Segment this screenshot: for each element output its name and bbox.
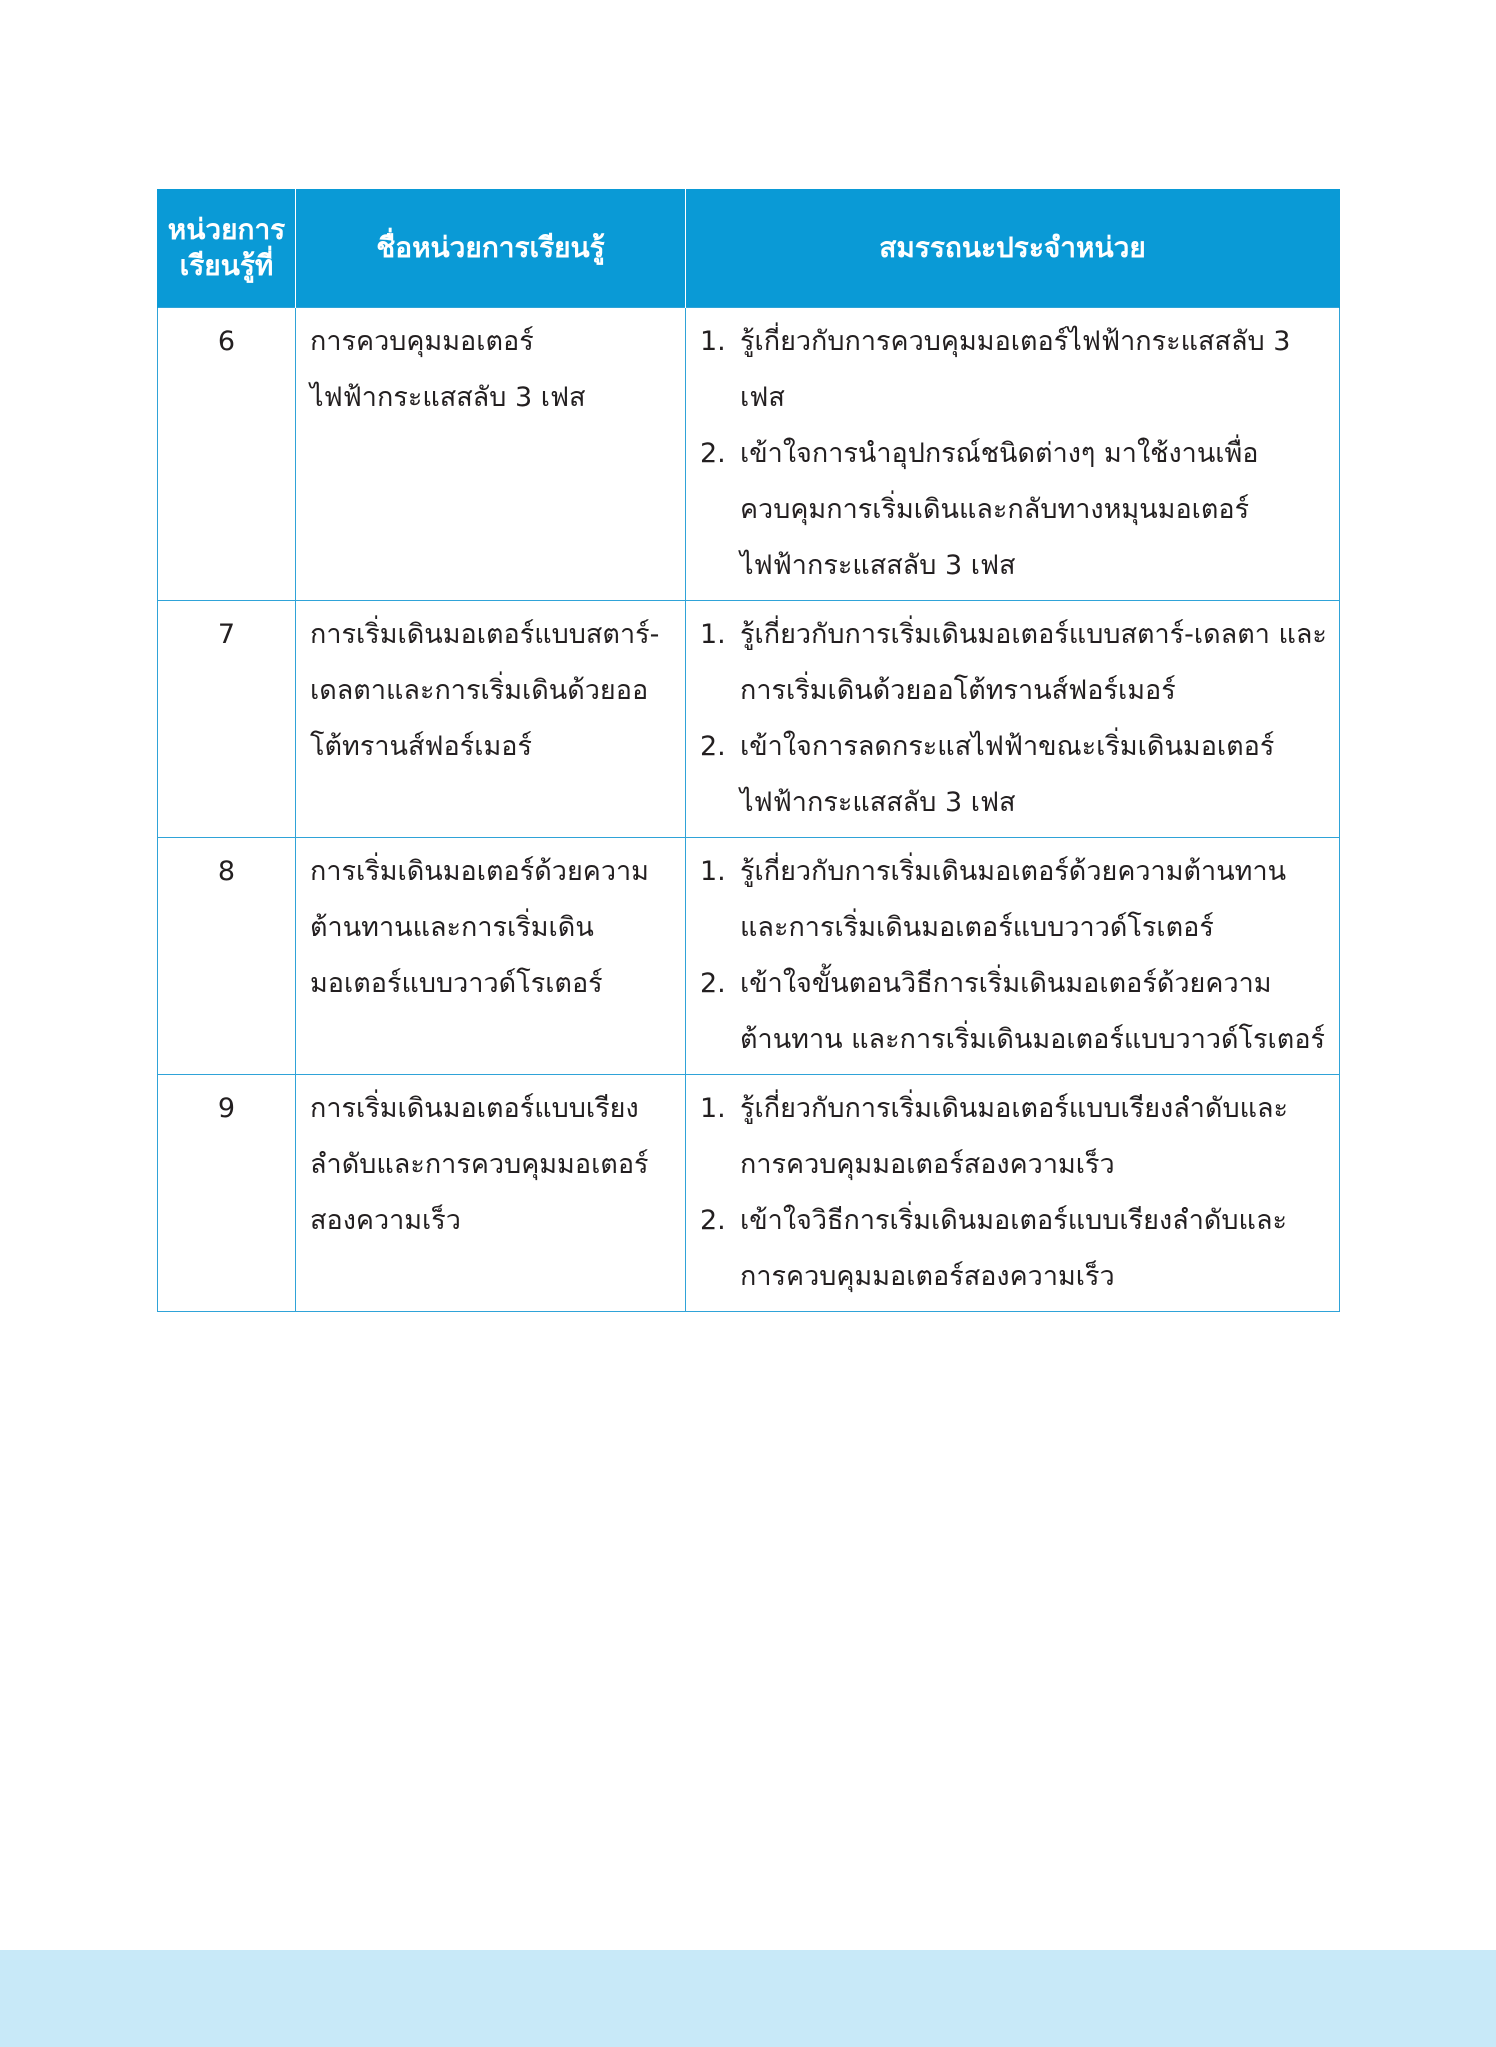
table-row [158,308,1340,601]
competency-item: 2. เข้าใจวิธีการเริ่มเดินมอเตอร์แบบเรียงลำดับและการควบคุมมอเตอร์สองความเร็ว [700,1205,1287,1292]
unit-name: การเริ่มเดินมอเตอร์ด้วยความต้านทานและการเริ่มเดินมอเตอร์แบบวาวด์โรเตอร์ [296,838,686,1075]
competency-item: 2. เข้าใจขั้นตอนวิธีการเริ่มเดินมอเตอร์ด้วยความต้านทาน และการเริ่มเดินมอเตอร์แบบวาวด์โรเตอร์ [700,968,1326,1055]
page-footer-band [0,1950,1496,2047]
unit-competencies [686,838,1340,1075]
unit-number: 8 [158,838,296,1075]
unit-number: 7 [158,601,296,838]
table-row [158,838,1340,1075]
unit-name: การเริ่มเดินมอเตอร์แบบเรียงลำดับและการควบคุมมอเตอร์สองความเร็ว [296,1075,686,1312]
unit-name: การควบคุมมอเตอร์ไฟฟ้ากระแสสลับ 3 เฟส [296,308,686,601]
table-header-row [158,189,1340,308]
table-row [158,601,1340,838]
competency-item: 2. เข้าใจการนำอุปกรณ์ชนิดต่างๆ มาใช้งานเพื่อควบคุมการเริ่มเดินและกลับทางหมุนมอเตอร์ไฟฟ้ากระแสสลับ 3 เฟส [700,438,1259,581]
header-competency: สมรรถนะประจำหน่วย [686,189,1340,308]
competency-item: 2. เข้าใจการลดกระแสไฟฟ้าขณะเริ่มเดินมอเตอร์ไฟฟ้ากระแสสลับ 3 เฟส [700,731,1275,818]
competency-item: 1. รู้เกี่ยวกับการควบคุมมอเตอร์ไฟฟ้ากระแสสลับ 3 เฟส [700,326,1291,413]
header-unit-name: ชื่อหน่วยการเรียนรู้ [296,189,686,308]
unit-competencies [686,601,1340,838]
unit-competencies [686,308,1340,601]
unit-number: 6 [158,308,296,601]
header-unit-number: หน่วยการเรียนรู้ที่ [158,189,296,308]
competency-item: 1. รู้เกี่ยวกับการเริ่มเดินมอเตอร์แบบเรียงลำดับและการควบคุมมอเตอร์สองความเร็ว [700,1093,1289,1180]
table-row [158,1075,1340,1312]
unit-number: 9 [158,1075,296,1312]
competency-item: 1. รู้เกี่ยวกับการเริ่มเดินมอเตอร์ด้วยความต้านทานและการเริ่มเดินมอเตอร์แบบวาวด์โรเตอร์ [700,856,1287,943]
competency-table [157,189,1340,1312]
unit-competencies [686,1075,1340,1312]
unit-name: การเริ่มเดินมอเตอร์แบบสตาร์-เดลตาและการเริ่มเดินด้วยออโต้ทรานส์ฟอร์เมอร์ [296,601,686,838]
competency-item: 1. รู้เกี่ยวกับการเริ่มเดินมอเตอร์แบบสตาร์-เดลตา และการเริ่มเดินด้วยออโต้ทรานส์ฟอร์เมอร์ [700,619,1327,706]
